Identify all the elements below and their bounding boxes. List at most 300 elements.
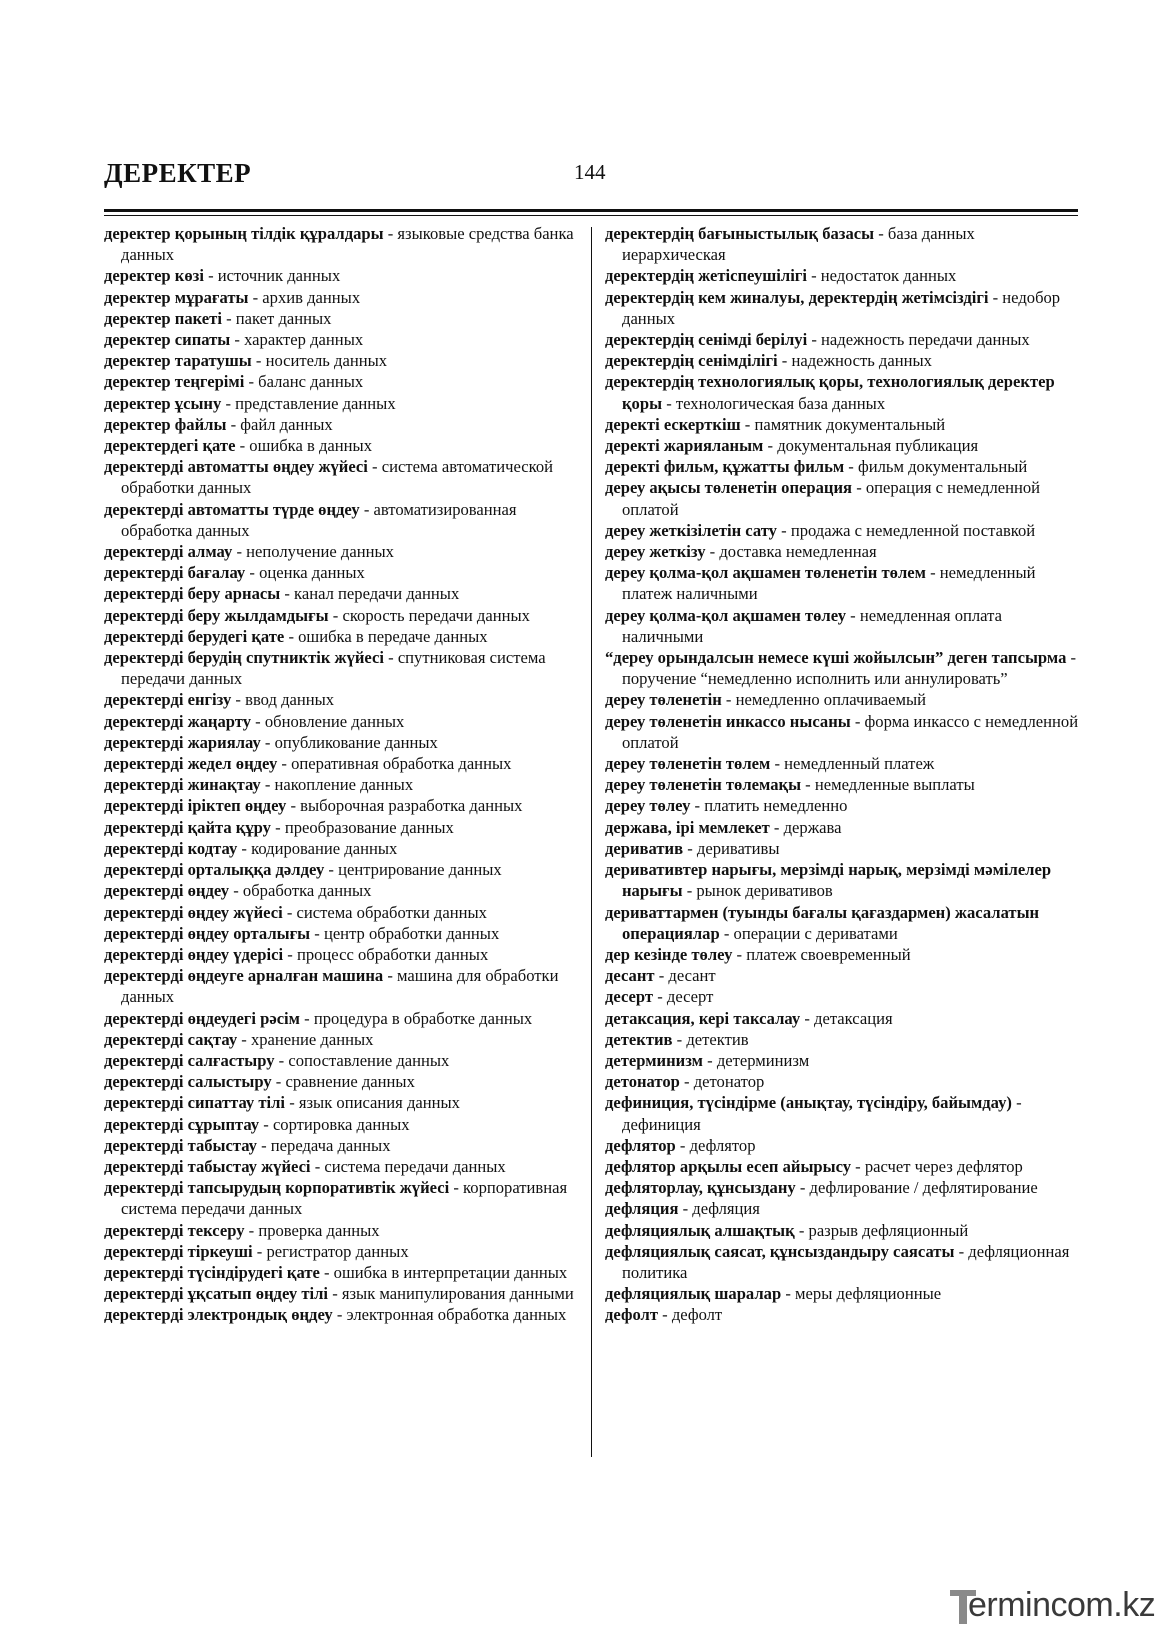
- entry-definition: система передачи данных: [324, 1156, 506, 1176]
- entry-definition: язык описания данных: [298, 1093, 460, 1113]
- entry-term: дереу төленетін: [605, 690, 722, 710]
- dictionary-entry: [104, 880, 582, 901]
- entry-term: деректерді алмау: [104, 542, 233, 562]
- entry-definition: спутниковая система передачи данных: [121, 648, 546, 689]
- entry-separator: -: [310, 1156, 325, 1176]
- dictionary-entry: [605, 647, 1081, 689]
- dictionary-entry: [104, 859, 582, 880]
- entry-separator: -: [719, 923, 734, 943]
- entry-term: деректер қорының тілдік құралдары: [104, 224, 384, 243]
- entry-separator: -: [654, 966, 669, 986]
- entry-definition: база данных иерархическая: [622, 224, 975, 265]
- entry-term: деректерді орталыққа дәлдеу: [104, 860, 325, 880]
- entry-term: детерминизм: [605, 1050, 703, 1070]
- dictionary-entry: [104, 1092, 582, 1113]
- entry-definition: баланс данных: [258, 372, 364, 392]
- entry-term: дереу ақысы төленетін операция: [605, 478, 853, 498]
- entry-definition: платеж своевременный: [746, 944, 911, 964]
- dictionary-entry: [605, 350, 1081, 371]
- entry-term: деректерді өңдеу үдерісі: [104, 944, 284, 964]
- entry-separator: -: [721, 690, 736, 710]
- entry-term: дереу қолма-қол ақшамен төленетін төлем: [605, 563, 926, 583]
- entry-term: держава, ірі мемлекет: [605, 817, 770, 837]
- entry-separator: -: [449, 1178, 464, 1198]
- entry-separator: -: [801, 775, 815, 795]
- entry-definition: передача данных: [270, 1135, 391, 1155]
- entry-separator: -: [874, 224, 888, 243]
- dictionary-entry: [605, 902, 1081, 944]
- entry-separator: -: [284, 626, 299, 646]
- entry-separator: -: [954, 1241, 969, 1261]
- entry-term: “дереу орындалсын немесе күші жойылсын” деген тапсырма: [605, 648, 1067, 668]
- entry-definition: ошибка в передаче данных: [298, 626, 488, 646]
- entry-term: деректерді берудегі қате: [104, 626, 285, 646]
- entry-term: десант: [605, 966, 655, 986]
- entry-definition: носитель данных: [265, 351, 388, 371]
- dictionary-entry: [605, 265, 1081, 286]
- dictionary-entry: [104, 350, 582, 371]
- entry-definition: дефляционная политика: [622, 1241, 1070, 1282]
- dictionary-entry: [104, 223, 582, 265]
- entry-term: дефляциялық шаралар: [605, 1284, 782, 1304]
- entry-definition: опубликование данных: [274, 732, 438, 752]
- entry-definition: процесс обработки данных: [296, 944, 489, 964]
- entry-term: деректерді кодтау: [104, 838, 238, 858]
- column-divider: [591, 227, 592, 1457]
- entry-definition: операция с немедленной оплатой: [622, 478, 1041, 519]
- dictionary-entry: [605, 371, 1081, 413]
- entry-definition: оценка данных: [259, 563, 365, 583]
- entry-separator: -: [679, 1072, 694, 1092]
- entry-separator: -: [282, 902, 297, 922]
- entry-definition: дефлятор: [689, 1135, 756, 1155]
- entry-definition: машина для обработки данных: [121, 966, 559, 1007]
- entry-definition: дефляция: [692, 1199, 760, 1219]
- entry-term: деректер ұсыну: [104, 393, 222, 413]
- dictionary-entry: [605, 1092, 1081, 1134]
- entry-separator: -: [662, 393, 676, 413]
- dictionary-entry: [605, 711, 1081, 753]
- dictionary-entry: [104, 1262, 582, 1283]
- entry-separator: -: [770, 754, 785, 774]
- entry-term: деректерді салғастыру: [104, 1050, 275, 1070]
- dictionary-entry: [605, 435, 1081, 456]
- entry-definition: разрыв дефляционный: [808, 1220, 969, 1240]
- header-rule-thin: [104, 215, 1078, 216]
- entry-definition: доставка немедленная: [719, 542, 877, 562]
- dictionary-entry: [104, 541, 582, 562]
- entry-definition: файл данных: [240, 414, 333, 434]
- entry-definition: расчет через дефлятор: [864, 1156, 1023, 1176]
- entry-definition: процедура в обработке данных: [313, 1008, 533, 1028]
- dictionary-entry: [605, 1050, 1081, 1071]
- entry-separator: -: [844, 457, 858, 477]
- entry-term: деректерді тіркеуші: [104, 1241, 253, 1261]
- dictionary-entry: [605, 477, 1081, 519]
- entry-separator: -: [657, 1305, 672, 1325]
- entry-separator: -: [925, 563, 940, 583]
- dictionary-entry: [104, 1177, 582, 1219]
- entry-definition: ошибка в данных: [249, 436, 372, 456]
- entry-separator: -: [705, 542, 720, 562]
- entry-term: деректерді өңдеу: [104, 881, 230, 901]
- entry-separator: -: [256, 1135, 271, 1155]
- entry-definition: центр обработки данных: [323, 923, 500, 943]
- dictionary-entry: [104, 1008, 582, 1029]
- dictionary-entry: [605, 944, 1081, 965]
- entry-definition: дефлирование / дефлятирование: [809, 1178, 1038, 1198]
- dictionary-entry: [104, 1156, 582, 1177]
- entry-separator: -: [682, 881, 697, 901]
- entry-definition: пакет данных: [235, 308, 332, 328]
- entry-separator: -: [237, 838, 252, 858]
- entry-separator: -: [245, 563, 260, 583]
- dictionary-entry: [104, 605, 582, 626]
- dictionary-entry: [104, 414, 582, 435]
- entry-separator: -: [328, 605, 343, 625]
- entry-separator: -: [248, 287, 263, 307]
- watermark-text: ermincom.kz: [968, 1586, 1156, 1624]
- dictionary-entry: [104, 1029, 582, 1050]
- entry-term: деректерді өңдеу жүйесі: [104, 902, 283, 922]
- entry-definition: дефолт: [671, 1305, 723, 1325]
- entry-separator: -: [367, 457, 382, 477]
- entry-definition: электронная обработка данных: [346, 1305, 567, 1325]
- entry-term: деректерді жаңарту: [104, 711, 252, 731]
- dictionary-entry: [104, 1114, 582, 1135]
- entry-definition: поручение “немедленно исполнить или аннулировать”: [622, 669, 1008, 689]
- dictionary-entry: [104, 329, 582, 350]
- entry-term: дефляциялық саясат, құнсыздандыру саясаты: [605, 1241, 955, 1261]
- dictionary-entry: [104, 902, 582, 923]
- entry-definition: памятник документальный: [754, 414, 946, 434]
- entry-definition: преобразование данных: [284, 817, 454, 837]
- entry-term: деректерді автоматты өңдеу жүйесі: [104, 457, 368, 477]
- entry-separator: -: [776, 520, 791, 540]
- entry-separator: -: [690, 796, 705, 816]
- entry-definition: сопоставление данных: [288, 1050, 450, 1070]
- entry-definition: десант: [668, 966, 716, 986]
- entry-separator: -: [795, 1178, 810, 1198]
- dictionary-entry: [104, 308, 582, 329]
- dictionary-entry: [605, 986, 1081, 1007]
- dictionary-entry: [605, 287, 1081, 329]
- entry-term: дефлятор арқылы есеп айырысу: [605, 1156, 852, 1176]
- entry-separator: -: [781, 1284, 796, 1304]
- entry-separator: -: [740, 414, 755, 434]
- entry-term: деректер мұрағаты: [104, 287, 249, 307]
- entry-term: деректердің технологиялық қоры, технологиялық деректер қоры: [605, 372, 1055, 413]
- entry-term: деректердегі қате: [104, 436, 236, 456]
- entry-term: деривативтер нарығы, мерзімді нарық, мерзімді мәмілелер нарығы: [605, 860, 1052, 901]
- entry-separator: -: [383, 648, 398, 668]
- dictionary-entry: [605, 774, 1081, 795]
- entry-separator: -: [283, 944, 297, 964]
- entry-definition: операции с дериватами: [733, 923, 898, 943]
- dictionary-entry: [605, 1008, 1081, 1029]
- entry-separator: -: [807, 330, 822, 350]
- entry-definition: немедленно оплачиваемый: [735, 690, 927, 710]
- entry-separator: -: [777, 351, 792, 371]
- entry-term: деректер таратушы: [104, 351, 252, 371]
- entry-definition: надежность передачи данных: [821, 330, 1030, 350]
- entry-separator: -: [332, 1305, 347, 1325]
- entry-definition: форма инкассо с немедленной оплатой: [622, 711, 1079, 752]
- dictionary-entry: [104, 711, 582, 732]
- entry-term: дереу төленетін төлемақы: [605, 775, 802, 795]
- entry-term: деректерді қайта құру: [104, 817, 271, 837]
- entry-term: деректердің бағыныстылық базасы: [605, 224, 875, 243]
- entry-definition: обработка данных: [242, 881, 372, 901]
- entry-term: деректердің жетіспеушілігі: [605, 266, 807, 286]
- entry-term: десерт: [605, 987, 654, 1007]
- entry-definition: автоматизированная обработка данных: [121, 499, 517, 540]
- entry-separator: -: [653, 987, 667, 1007]
- entry-definition: немедленная оплата наличными: [622, 605, 1002, 646]
- entry-separator: -: [850, 711, 865, 731]
- entry-definition: немедленный платеж: [784, 754, 935, 774]
- entry-definition: недостаток данных: [820, 266, 957, 286]
- dictionary-entry: [104, 499, 582, 541]
- entry-term: деректерді электрондық өңдеу: [104, 1305, 333, 1325]
- entry-separator: -: [383, 224, 398, 243]
- entry-separator: -: [230, 330, 245, 350]
- entry-definition: продажа с немедленной поставкой: [790, 520, 1036, 540]
- entry-separator: -: [328, 1284, 342, 1304]
- entry-term: деректерді сипаттау тілі: [104, 1093, 286, 1113]
- dictionary-entry: [104, 795, 582, 816]
- entry-term: деректерді салыстыру: [104, 1072, 272, 1092]
- entry-separator: -: [732, 944, 747, 964]
- entry-term: дефолт: [605, 1305, 658, 1325]
- dictionary-entry: [104, 965, 582, 1007]
- entry-separator: -: [252, 1241, 267, 1261]
- entry-separator: -: [1011, 1093, 1022, 1113]
- entry-term: детонатор: [605, 1072, 680, 1092]
- dictionary-entry: [605, 1135, 1081, 1156]
- entry-separator: -: [678, 1199, 693, 1219]
- dictionary-entry: [104, 1220, 582, 1241]
- entry-definition: система автоматической обработки данных: [121, 457, 554, 498]
- entry-separator: -: [683, 838, 697, 858]
- entry-separator: -: [229, 881, 243, 901]
- entry-definition: кодирование данных: [251, 838, 398, 858]
- entry-separator: -: [237, 1029, 251, 1049]
- entry-separator: -: [319, 1262, 334, 1282]
- left-column: [104, 223, 582, 1326]
- dictionary-entry: [605, 689, 1081, 710]
- entry-definition: регистратор данных: [266, 1241, 409, 1261]
- dictionary-entry: [605, 414, 1081, 435]
- entry-separator: -: [221, 393, 236, 413]
- entry-separator: -: [285, 1093, 299, 1113]
- entry-term: дереу төленетін төлем: [605, 754, 771, 774]
- entry-separator: -: [324, 860, 339, 880]
- entry-separator: -: [359, 499, 374, 519]
- entry-separator: -: [383, 966, 398, 986]
- entry-term: детаксация, кері таксалау: [605, 1008, 801, 1028]
- header-rule-thick: [104, 209, 1078, 212]
- entry-separator: -: [800, 1008, 815, 1028]
- entry-separator: -: [806, 266, 821, 286]
- entry-separator: -: [244, 372, 259, 392]
- dictionary-entry: [104, 647, 582, 689]
- entry-term: деректерді сақтау: [104, 1029, 238, 1049]
- entry-term: дереу төлеу: [605, 796, 691, 816]
- entry-separator: -: [270, 817, 285, 837]
- page-title: ДЕРЕКТЕР: [104, 158, 252, 188]
- entry-separator: -: [232, 542, 247, 562]
- entry-term: деректерді табыстау жүйесі: [104, 1156, 311, 1176]
- entry-term: деректерді түсіндірудегі қате: [104, 1262, 320, 1282]
- entry-definition: немедленный платеж наличными: [622, 563, 1036, 604]
- entry-separator: -: [274, 1050, 289, 1070]
- entry-definition: деривативы: [696, 838, 780, 858]
- dictionary-entry: [104, 456, 582, 498]
- dictionary-entry: [605, 1156, 1081, 1177]
- dictionary-entry: [605, 795, 1081, 816]
- entry-term: дефляторлау, құнсыздану: [605, 1178, 796, 1198]
- entry-term: дереу жеткізу: [605, 542, 706, 562]
- dictionary-entry: [605, 541, 1081, 562]
- entry-separator: -: [988, 287, 1003, 307]
- entry-term: деректерді жариялау: [104, 732, 261, 752]
- dictionary-entry: [104, 1304, 582, 1325]
- entry-definition: меры дефляционные: [795, 1284, 942, 1304]
- dictionary-entry: [605, 859, 1081, 901]
- entry-definition: держава: [783, 817, 842, 837]
- entry-separator: -: [675, 1135, 690, 1155]
- dictionary-entry: [104, 562, 582, 583]
- entry-definition: детаксация: [814, 1008, 893, 1028]
- entry-definition: характер данных: [244, 330, 364, 350]
- entry-definition: недобор данных: [622, 287, 1061, 328]
- entry-definition: хранение данных: [250, 1029, 374, 1049]
- entry-definition: обновление данных: [264, 711, 405, 731]
- entry-separator: -: [271, 1072, 286, 1092]
- entry-term: деректерді табыстау: [104, 1135, 257, 1155]
- entry-separator: -: [672, 1029, 687, 1049]
- dictionary-entry: [605, 329, 1081, 350]
- entry-definition: накопление данных: [274, 775, 414, 795]
- entry-term: деректерді өңдеу орталығы: [104, 923, 311, 943]
- entry-term: деректерді тексеру: [104, 1220, 245, 1240]
- entry-term: деректердің кем жиналуы, деректердің жетімсіздігі: [605, 287, 989, 307]
- entry-term: деректер файлы: [104, 414, 227, 434]
- entry-definition: представление данных: [235, 393, 396, 413]
- entry-term: дефляциялық алшақтық: [605, 1220, 795, 1240]
- dictionary-entry: [104, 1135, 582, 1156]
- entry-definition: детонатор: [693, 1072, 765, 1092]
- entry-term: деректер теңгерімі: [104, 372, 245, 392]
- entry-term: деректерді жинақтау: [104, 775, 261, 795]
- entry-term: деректі фильм, құжатты фильм: [605, 457, 845, 477]
- dictionary-entry: [104, 265, 582, 286]
- dictionary-entry: [605, 1198, 1081, 1219]
- dictionary-entry: [104, 1283, 582, 1304]
- entry-separator: -: [851, 1156, 865, 1176]
- dictionary-entry: [605, 605, 1081, 647]
- dictionary-entry: [605, 456, 1081, 477]
- dictionary-entry: [104, 371, 582, 392]
- entry-term: деректерді берудің спутниктік жүйесі: [104, 648, 384, 668]
- entry-separator: -: [251, 711, 265, 731]
- entry-term: дериваттармен (туынды бағалы қағаздармен) жасалатын операциялар: [605, 902, 1040, 943]
- dictionary-entry: [605, 1220, 1081, 1241]
- entry-definition: документальная публикация: [777, 436, 979, 456]
- dictionary-entry: [104, 1050, 582, 1071]
- entry-definition: система обработки данных: [296, 902, 487, 922]
- page-number: 144: [574, 160, 606, 184]
- entry-term: деректердің сенімділігі: [605, 351, 778, 371]
- entry-term: деректерді өңдеудегі рәсім: [104, 1008, 300, 1028]
- entry-term: деректерді тапсырудың корпоративтік жүйесі: [104, 1178, 450, 1198]
- entry-term: деректі ескерткіш: [605, 414, 741, 434]
- entry-separator: -: [203, 266, 218, 286]
- entry-term: дереу қолма-қол ақшамен төлеу: [605, 605, 846, 625]
- dictionary-entry: [605, 965, 1081, 986]
- entry-term: деректерді беру арнасы: [104, 584, 281, 604]
- dictionary-entry: [104, 689, 582, 710]
- entry-definition: ввод данных: [245, 690, 335, 710]
- entry-term: деректерді сұрыптау: [104, 1114, 260, 1134]
- entry-separator: -: [260, 732, 275, 752]
- dictionary-entry: [104, 287, 582, 308]
- entry-definition: скорость передачи данных: [342, 605, 530, 625]
- entry-separator: -: [259, 1114, 273, 1134]
- dictionary-entry: [605, 1304, 1081, 1325]
- dictionary-entry: [104, 732, 582, 753]
- entry-definition: центрирование данных: [338, 860, 502, 880]
- entry-definition: сравнение данных: [285, 1072, 415, 1092]
- entry-separator: -: [702, 1050, 717, 1070]
- entry-term: деректердің сенімді берілуі: [605, 330, 808, 350]
- entry-separator: -: [221, 308, 236, 328]
- entry-definition: выборочная разработка данных: [300, 796, 523, 816]
- dictionary-entry: [104, 435, 582, 456]
- entry-term: деректерді өңдеуге арналған машина: [104, 966, 384, 986]
- entry-term: детектив: [605, 1029, 673, 1049]
- entry-definition: оперативная обработка данных: [291, 754, 512, 774]
- entry-definition: сортировка данных: [272, 1114, 410, 1134]
- entry-term: дереу жеткізілетін сату: [605, 520, 777, 540]
- entry-separator: -: [769, 817, 784, 837]
- dictionary-entry: [104, 774, 582, 795]
- entry-definition: дефиниция: [622, 1114, 701, 1134]
- dictionary-entry: [605, 1071, 1081, 1092]
- entry-definition: корпоративная система передачи данных: [121, 1178, 568, 1219]
- entry-separator: -: [235, 436, 250, 456]
- entry-definition: рынок деривативов: [696, 881, 833, 901]
- entry-separator: -: [794, 1220, 809, 1240]
- entry-separator: -: [231, 690, 246, 710]
- entry-term: дефляция: [605, 1199, 679, 1219]
- dictionary-entry: [605, 1283, 1081, 1304]
- entry-separator: -: [763, 436, 778, 456]
- dictionary-entry: [104, 583, 582, 604]
- dictionary-entry: [605, 223, 1081, 265]
- entry-definition: детерминизм: [716, 1050, 810, 1070]
- entry-term: деректі жарияланым: [605, 436, 764, 456]
- dictionary-entry: [104, 1241, 582, 1262]
- entry-separator: -: [260, 775, 275, 795]
- entry-term: дефиниция, түсіндірме (анықтау, түсіндіру, байымдау): [605, 1093, 1012, 1113]
- dictionary-entry: [104, 838, 582, 859]
- entry-term: деректерді жедел өңдеу: [104, 754, 278, 774]
- entry-definition: канал передачи данных: [294, 584, 460, 604]
- right-column: [605, 223, 1081, 1326]
- entry-separator: -: [310, 923, 324, 943]
